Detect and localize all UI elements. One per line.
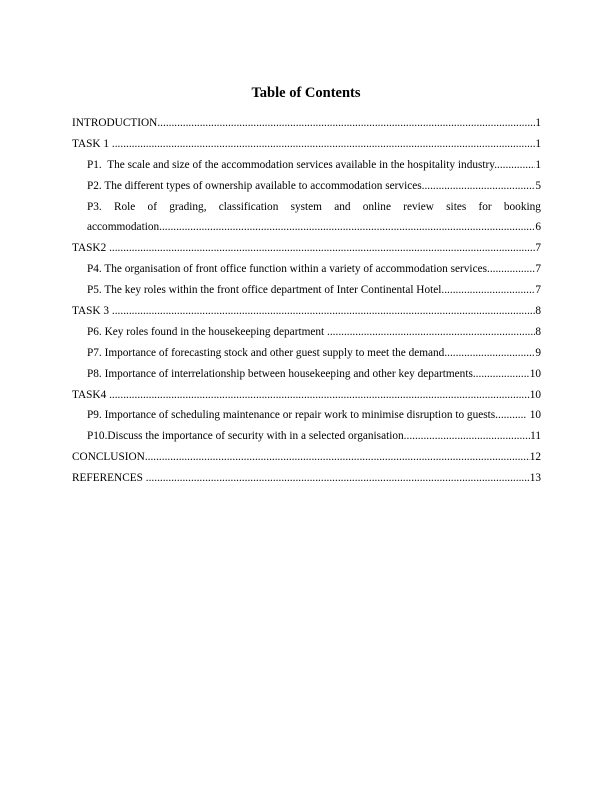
toc-word: system <box>290 200 322 213</box>
toc-entry-text: TASK2 <box>72 242 110 255</box>
toc-entry-text: P2. The different types of ownership available to accommodation services. <box>87 179 425 192</box>
toc-leader-dots <box>487 259 535 280</box>
toc-entry-text: P5. The key roles within the front office department of Inter Continental Hotel <box>87 284 442 297</box>
toc-page-number: 11 <box>530 430 541 443</box>
toc-leader-dots <box>146 468 530 489</box>
toc-entry-text: TASK4 <box>72 388 110 401</box>
toc-entry-text: P1. The scale and size of the accommodation services available in the hospitality industry. <box>87 158 498 171</box>
toc-entry-text: TASK 1 <box>72 137 112 150</box>
toc-page-number: 10 <box>526 409 541 422</box>
toc-entry-text: P7. Importance of forecasting stock and other guest supply to meet the demand <box>87 346 445 359</box>
toc-word: P3. <box>87 200 102 213</box>
toc-leader-dots <box>109 238 535 259</box>
toc-leader-dots <box>444 343 535 364</box>
toc-page-number: 7 <box>535 242 541 255</box>
toc-leader-dots <box>497 155 535 176</box>
toc-entry-p8[interactable] <box>72 364 541 385</box>
toc-entry-p5[interactable] <box>72 280 541 301</box>
toc-title: Table of Contents <box>251 85 361 101</box>
toc-entry-task-2[interactable] <box>72 238 541 259</box>
toc-entry-text: P4. The organisation of front office function within a variety of accommodation services <box>87 263 487 276</box>
toc-entry-text: P8. Importance of interrelationship between housekeeping and other key departments <box>87 367 473 380</box>
toc-page-number: 6 <box>535 221 541 234</box>
toc-leader-dots <box>109 385 530 406</box>
toc-page-number: 7 <box>535 263 541 276</box>
toc-entry-p3-line-2[interactable] <box>72 217 541 238</box>
toc-word: classification <box>218 200 279 213</box>
toc-entry-task-1[interactable] <box>72 134 541 155</box>
toc-entry-text: CONCLUSION <box>72 451 145 464</box>
toc-entry-p3-line-1[interactable] <box>72 197 541 218</box>
toc-entry-p4[interactable] <box>72 259 541 280</box>
toc-entry-task-3[interactable] <box>72 301 541 322</box>
toc-leader-dots <box>424 176 535 197</box>
toc-entry-text: TASK 3 <box>72 305 112 318</box>
toc-entry-p7[interactable] <box>72 343 541 364</box>
toc-word: Role <box>113 200 136 213</box>
toc-entry-text: P6. Key roles found in the housekeeping department <box>87 325 328 338</box>
toc-page-number: 9 <box>535 346 541 359</box>
toc-leader-dots <box>473 364 530 385</box>
toc-leader-dots <box>157 113 535 134</box>
toc-word: review <box>403 200 434 213</box>
toc-entry-conclusion[interactable] <box>72 447 541 468</box>
toc-word: online <box>362 200 391 213</box>
toc-leader-dots <box>404 426 530 447</box>
toc-word: of <box>147 200 157 213</box>
toc-leader-dots <box>327 322 535 343</box>
toc-entry-p1[interactable] <box>72 155 541 176</box>
toc-entry-text: P9. Importance of scheduling maintenance or repair work to minimise disruption to guests <box>87 409 496 422</box>
toc-entry-p2[interactable] <box>72 176 541 197</box>
toc-page-number: 1 <box>535 158 541 171</box>
toc-page-number: 7 <box>535 284 541 297</box>
toc-word: booking <box>503 200 541 213</box>
toc-word: and <box>334 200 351 213</box>
toc-entry-text: INTRODUCTION <box>72 117 158 129</box>
toc-entry-text: P10.Discuss the importance of security with in a selected organisation <box>87 430 404 443</box>
toc-leader-dots <box>159 217 535 238</box>
toc-page-number: 5 <box>535 179 541 192</box>
table-of-contents <box>72 113 541 489</box>
toc-leader-dots <box>112 134 535 155</box>
toc-entry-introduction[interactable] <box>72 113 541 134</box>
toc-page-number: 12 <box>529 451 541 464</box>
toc-page-number: 1 <box>535 137 541 150</box>
toc-word: sites <box>446 200 467 213</box>
toc-leader-dots <box>495 405 527 426</box>
toc-leader-dots <box>145 447 530 468</box>
toc-page-number: 10 <box>529 388 541 401</box>
toc-page-number: 10 <box>529 367 541 380</box>
toc-page-number: 1 <box>535 117 541 129</box>
toc-entry-text: accommodation <box>87 221 160 234</box>
toc-word: for <box>478 200 492 213</box>
toc-page-number: 8 <box>535 305 541 318</box>
toc-leader-dots <box>112 301 535 322</box>
toc-entry-task-4[interactable] <box>72 385 541 406</box>
toc-page-number: 13 <box>529 472 541 485</box>
toc-entry-references[interactable] <box>72 468 541 489</box>
toc-entry-text: REFERENCES <box>72 472 146 485</box>
toc-page-number: 8 <box>535 325 541 338</box>
toc-entry-p10[interactable] <box>72 426 541 447</box>
toc-word: grading, <box>169 200 207 213</box>
toc-entry-p9[interactable] <box>72 405 541 426</box>
toc-leader-dots <box>441 280 535 301</box>
toc-entry-p6[interactable] <box>72 322 541 343</box>
